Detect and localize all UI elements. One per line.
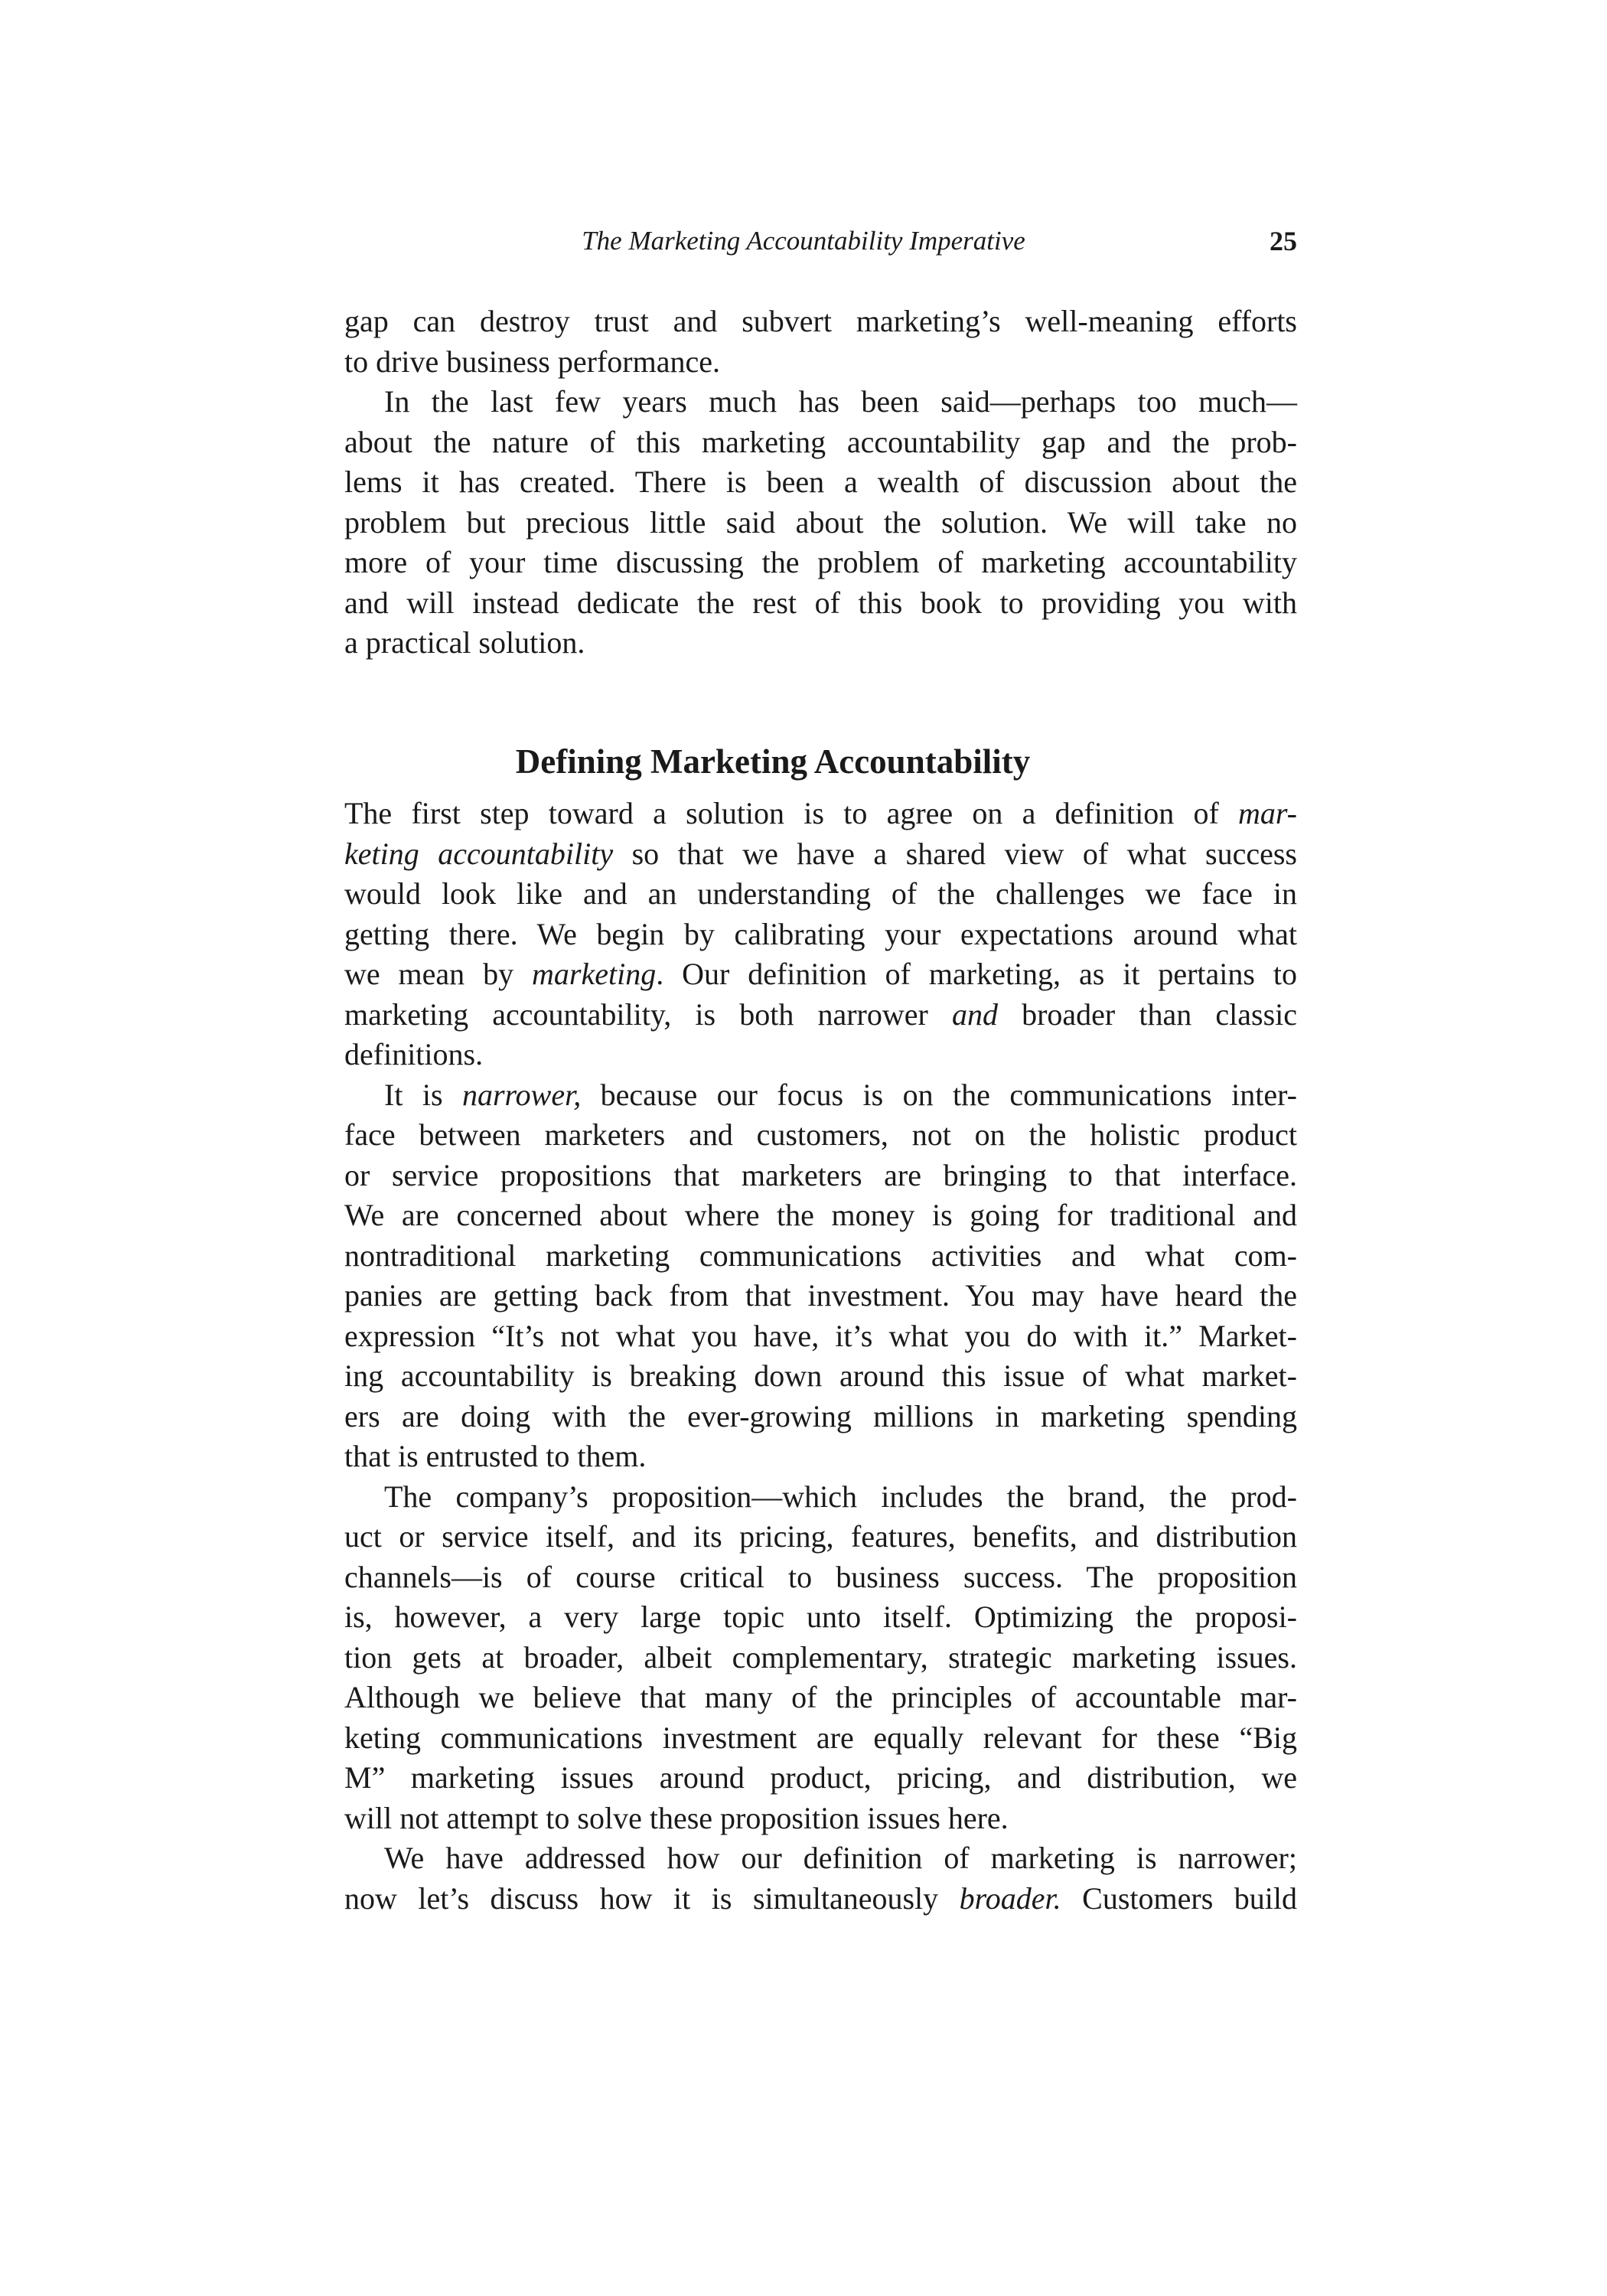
text: uct or service itself, and its pricing, features, benefits, and distribution xyxy=(344,1519,1297,1554)
text-line xyxy=(344,794,1297,834)
text: keting communications investment are equally relevant for these “Big xyxy=(344,1720,1297,1755)
text: about the nature of this marketing accountability gap and the prob- xyxy=(344,424,1297,459)
text: We have addressed how our definition of marketing is narrower; xyxy=(384,1841,1297,1875)
text: . Our definition of marketing, as it pertains to xyxy=(656,957,1297,991)
italic-text: broader. xyxy=(959,1880,1061,1916)
text: We are concerned about where the money is going for traditional and xyxy=(344,1198,1297,1232)
paragraph xyxy=(344,794,1297,1075)
text: ing accountability is breaking down around this issue of what market- xyxy=(344,1358,1297,1393)
text: expression “It’s not what you have, it’s what you do with it.” Market- xyxy=(344,1318,1297,1353)
text: would look like and an understanding of the challenges we face in xyxy=(344,876,1297,911)
italic-text: keting accountability xyxy=(344,836,614,871)
text: The company’s proposition—which includes the brand, the prod- xyxy=(384,1479,1297,1514)
text-line xyxy=(344,1195,1297,1236)
text-line xyxy=(344,995,1297,1035)
text-line xyxy=(344,1236,1297,1277)
text: definitions. xyxy=(344,1037,484,1071)
text: In the last few years much has been said—perhaps too much— xyxy=(384,384,1297,419)
text-line xyxy=(344,1879,1297,1919)
text-line xyxy=(344,382,1297,422)
text: M” marketing issues around product, pricing, and distribution, we xyxy=(344,1760,1297,1795)
paragraph xyxy=(344,1477,1297,1839)
text-line xyxy=(344,1115,1297,1156)
text-line xyxy=(344,1035,1297,1075)
text: panies are getting back from that investment. You may have heard the xyxy=(344,1278,1297,1313)
text-line xyxy=(344,1597,1297,1638)
text-line xyxy=(344,1517,1297,1557)
body-text-section-2 xyxy=(344,794,1297,1919)
text-line xyxy=(344,1397,1297,1437)
paragraph xyxy=(344,1075,1297,1477)
text-line xyxy=(344,915,1297,955)
text-line xyxy=(344,1477,1297,1518)
text: is, however, a very large topic unto itself. Optimizing the proposi- xyxy=(344,1600,1297,1634)
text-line xyxy=(344,1718,1297,1759)
text-line xyxy=(344,1276,1297,1316)
text: broader than classic xyxy=(997,996,1297,1032)
text: marketing accountability, is both narrower xyxy=(344,996,952,1032)
text-line xyxy=(344,462,1297,503)
text: problem but precious little said about the solution. We will take no xyxy=(344,504,1297,540)
italic-text: and xyxy=(951,996,998,1032)
text: and will instead dedicate the rest of this book to providing you with xyxy=(344,585,1297,620)
text-line xyxy=(344,1838,1297,1879)
text-line xyxy=(344,954,1297,995)
running-head xyxy=(344,222,1297,260)
text: It is xyxy=(384,1077,462,1112)
body-text-section-1 xyxy=(344,302,1297,664)
text-line xyxy=(344,834,1297,875)
text: because our focus is on the communications inter- xyxy=(581,1077,1297,1112)
running-head-title: The Marketing Accountability Imperative xyxy=(582,226,1025,256)
text-line xyxy=(344,1557,1297,1598)
text: now let’s discuss how it is simultaneously xyxy=(344,1880,960,1916)
text-line xyxy=(344,1638,1297,1678)
text: channels—is of course critical to business success. The proposition xyxy=(344,1559,1297,1594)
italic-text: mar- xyxy=(1238,796,1297,830)
text: face between marketers and customers, not on the holistic product xyxy=(344,1117,1297,1152)
text-line xyxy=(344,1075,1297,1116)
page-number: 25 xyxy=(1270,226,1297,256)
paragraph xyxy=(344,1838,1297,1919)
text: Customers build xyxy=(1061,1880,1297,1916)
text-line xyxy=(344,342,1297,383)
text: or service propositions that marketers are bringing to that interface. xyxy=(344,1157,1297,1192)
italic-text: marketing xyxy=(532,957,657,991)
text: nontraditional marketing communications activities and what com- xyxy=(344,1238,1297,1273)
text-line xyxy=(344,1799,1297,1839)
text: we mean by xyxy=(344,957,532,991)
paragraph xyxy=(344,302,1297,382)
text: that is entrusted to them. xyxy=(344,1439,647,1473)
paragraph xyxy=(344,382,1297,664)
text-line xyxy=(344,1678,1297,1718)
text-line xyxy=(344,874,1297,915)
text: a practical solution. xyxy=(344,625,585,660)
text-line xyxy=(344,1356,1297,1397)
text-line xyxy=(344,1316,1297,1357)
text-line xyxy=(344,422,1297,463)
text-line xyxy=(344,1156,1297,1196)
text-line xyxy=(344,302,1297,342)
text-line xyxy=(344,503,1297,543)
text: more of your time discussing the problem of marketing accountability xyxy=(344,545,1297,579)
text: so that we have a shared view of what success xyxy=(613,836,1297,871)
text-line xyxy=(344,1437,1297,1477)
text: gap can destroy trust and subvert marketing’s well-meaning efforts xyxy=(344,304,1297,338)
text: Although we believe that many of the principles of accountable mar- xyxy=(344,1680,1297,1714)
text: getting there. We begin by calibrating your expectations around what xyxy=(344,916,1297,951)
text: to drive business performance. xyxy=(344,344,720,379)
text-line xyxy=(344,543,1297,583)
text: will not attempt to solve these proposition issues here. xyxy=(344,1800,1009,1835)
text-line xyxy=(344,623,1297,664)
section-heading: Defining Marketing Accountability xyxy=(515,742,1031,781)
text: tion gets at broader, albeit complementary, strategic marketing issues. xyxy=(344,1639,1297,1675)
text: lems it has created. There is been a wealth of discussion about the xyxy=(344,465,1297,499)
italic-text: narrower, xyxy=(461,1077,582,1112)
text: ers are doing with the ever-growing millions in marketing spending xyxy=(344,1398,1297,1433)
text-line xyxy=(344,583,1297,624)
text: The first step toward a solution is to agree on a definition of xyxy=(344,796,1239,830)
text-line xyxy=(344,1758,1297,1799)
